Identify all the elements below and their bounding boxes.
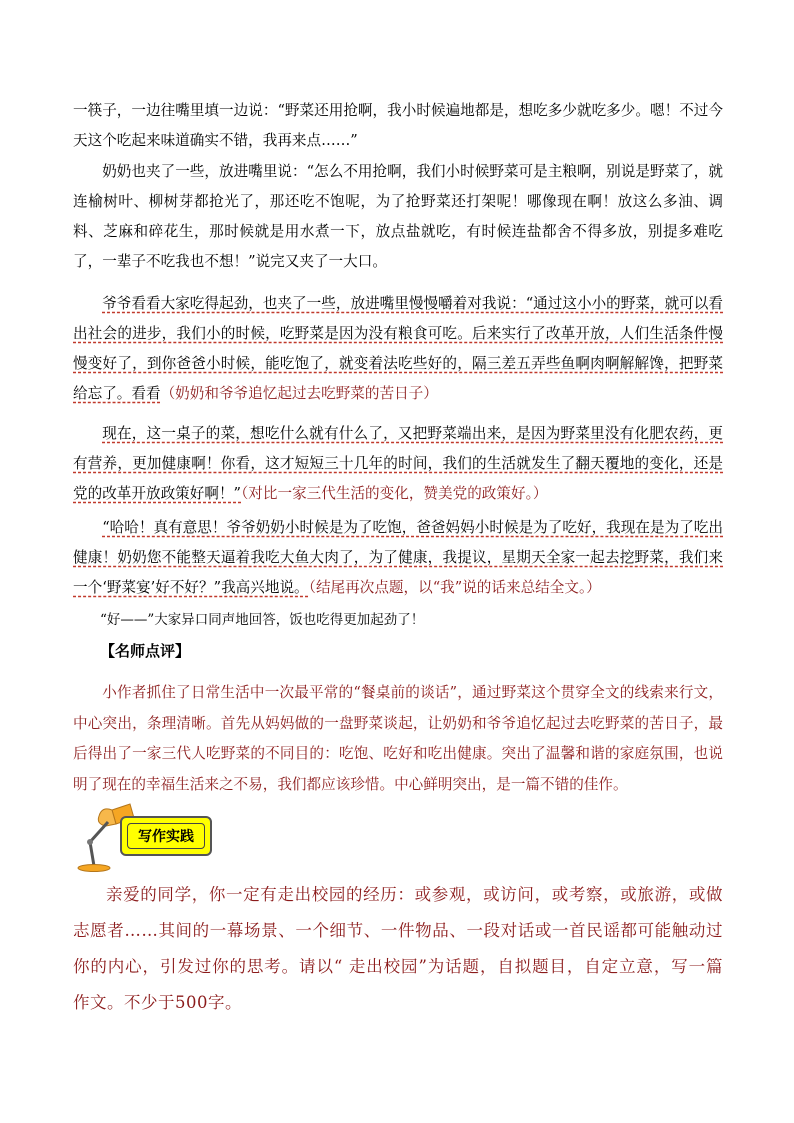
paragraph-2-text: 奶奶也夹了一些，放进嘴里说：“怎么不用抢啊，我们小时候野菜可是主粮啊，别说是野菜了，就连榆树叶、柳树芽都抢光了，那还吃不饱呢，为了抢野菜还打架呢！哪像现在啊！放这么多油、调料、芝麻和碎花生，那时候就是用水煮一下，放点盐就吃，有时候连盐都舍不得多放，别提多难吃了，一辈子不吃我也不想！”说完又夹了一大口。: [73, 163, 723, 270]
teacher-comment-heading: 【名师点评】: [100, 642, 191, 660]
teacher-comment-text: 小作者抓住了日常生活中一次最平常的“餐桌前的谈话”，通过野菜这个贯穿全文的线索来行文，中心突出，条理清晰。首先从妈妈做的一盘野菜谈起，让奶奶和爷爷追忆起过去吃野菜的苦日子，最后得出了一家三代人吃野菜的不同目的：吃饱、吃好和吃出健康。突出了温馨和谐的家庭氛围，也说明了现在的幸福生活来之不易，我们都应该珍惜。中心鲜明突出，是一篇不错的佳作。: [73, 684, 723, 793]
paragraph-3: [73, 289, 723, 409]
paragraph-5-annotation: （结尾再次点题，以“我”说的话来总结全文。）: [308, 579, 601, 596]
writing-practice-label: 写作实践: [127, 823, 205, 849]
paragraph-3-text: 爷爷看看大家吃得起劲，也夹了一些，放进嘴里慢慢嚼着对我说：“通过这小小的野菜，就可以看出社会的进步，我们小的时候，吃野菜是因为没有粮食可吃。后来实行了改革开放，人们生活条件慢慢变好了，到你爸爸小时候，能吃饱了，就变着法吃些好的，隔三差五弄些鱼啊肉啊解解馋，把野菜给忘了。看看: [73, 295, 723, 402]
paragraph-3-annotation: （奶奶和爷爷追忆起过去吃野菜的苦日子）: [160, 385, 438, 402]
writing-practice-text: 亲爱的同学，你一定有走出校园的经历：或参观，或访问，或考察，或旅游，或做志愿者……其间的一幕场景、一个细节、一件物品、一段对话或一首民谣都可能触动过你的内心，引发过你的思考。请以“ 走出校园”为话题，自拟题目，自定立意，写一篇作文。不少于500字。: [73, 885, 723, 1012]
paragraph-4: [73, 419, 723, 509]
paragraph-6-text: “好——”大家异口同声地回答，饭也吃得更加起劲了！: [100, 612, 425, 628]
paragraph-5-text: “哈哈！真有意思！爷爷奶奶小时候是为了吃饱，爸爸妈妈小时候是为了吃好，我现在是为了吃出健康！奶奶您不能整天逼着我吃大鱼大肉了，为了健康，我提议，星期天全家一起去挖野菜，我们来一个‘野菜宴’好不好？”我高兴地说。: [73, 519, 723, 596]
paragraph-6: [73, 605, 723, 635]
writing-practice-tag: [120, 816, 212, 856]
paragraph-4-text: 现在，这一桌子的菜，想吃什么就有什么了，又把野菜端出来，是因为野菜里没有化肥农药，更有营养，更加健康啊！你看，这才短短三十几年的时间，我们的生活就发生了翻天覆地的变化，还是党的改革开放政策好啊！”: [73, 425, 723, 502]
paragraph-5: [73, 513, 723, 603]
paragraph-1-text: 一筷子，一边往嘴里填一边说：“野菜还用抢啊，我小时候遍地都是，想吃多少就吃多少。嗯！不过今天这个吃起来味道确实不错，我再来点……”: [73, 102, 723, 149]
paragraph-4-annotation: （对比一家三代生活的变化，赞美党的政策好。）: [241, 485, 548, 502]
paragraph-2: [73, 157, 723, 277]
paragraph-1: [73, 96, 723, 156]
